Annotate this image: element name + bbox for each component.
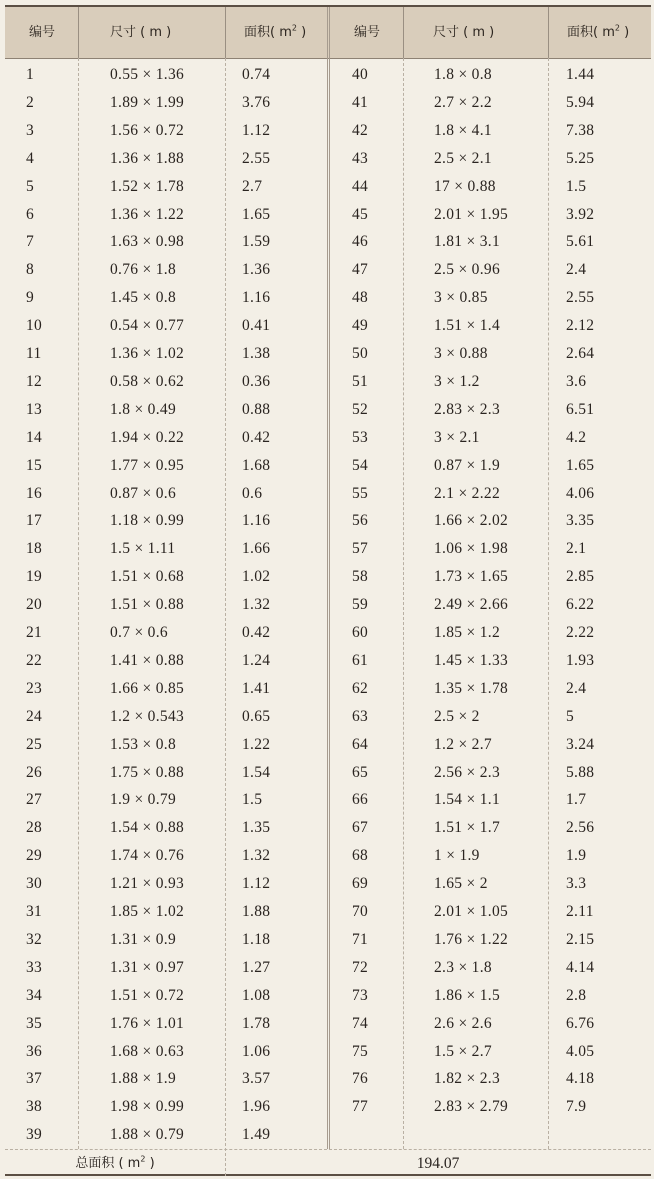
row-area: 3.92 [566,205,595,223]
row-area: 0.36 [242,372,271,390]
row-id: 2 [26,93,35,111]
row-area: 0.6 [242,484,263,502]
row-area: 5.61 [566,233,595,251]
row-size: 1.76 × 1.22 [434,930,509,948]
row-area: 0.41 [242,317,271,335]
row-area: 1.7 [566,791,587,809]
row-area: 2.1 [566,540,587,558]
row-id: 6 [26,205,35,223]
row-size: 2.01 × 1.05 [434,903,509,920]
row-size: 1.5 × 2.7 [434,1042,492,1060]
row-area: 3.24 [566,735,595,753]
row-id: 14 [26,428,43,446]
row-id: 77 [352,1098,369,1116]
row-size: 2.5 × 2.1 [434,149,492,167]
row-area: 3.3 [566,875,587,893]
row-id: 72 [352,958,369,976]
row-size: 1.2 × 2.7 [434,735,492,753]
total-label-sup: 2 [140,1154,146,1164]
row-area: 1.88 [242,903,271,920]
header-area-sup-right: 2 [614,23,620,33]
row-id: 39 [26,1126,43,1144]
total-area-value: 194.07 [416,1155,460,1172]
row-id: 53 [352,428,369,446]
row-id: 50 [352,345,369,362]
row-size: 1.52 × 1.78 [110,177,185,195]
header-area-left [244,7,306,58]
column-divider [78,58,79,1149]
header-area-prefix: 面积( m [244,25,292,40]
row-size: 3 × 0.88 [434,345,488,362]
row-area: 4.06 [566,484,595,502]
row-area: 1.68 [242,456,271,474]
header-size-right: 尺寸 ( m ) [433,25,495,40]
row-size: 2.3 × 1.8 [434,958,492,976]
column-divider [78,7,79,58]
row-area: 1.32 [242,596,271,614]
row-size: 1.82 × 2.3 [434,1070,500,1088]
row-id: 48 [352,289,369,307]
row-id: 57 [352,540,369,558]
row-area: 1.16 [242,512,271,530]
row-id: 31 [26,903,43,920]
row-area: 2.12 [566,317,595,335]
header-area-suffix-right: ) [619,25,630,40]
row-id: 46 [352,233,369,251]
row-id: 68 [352,847,369,865]
row-id: 20 [26,596,43,614]
row-size: 1.06 × 1.98 [434,540,509,558]
row-size: 1.86 × 1.5 [434,986,500,1004]
row-area: 0.42 [242,624,271,641]
column-divider [403,58,404,1149]
row-size: 1.45 × 1.33 [434,651,509,669]
row-size: 1.51 × 1.4 [434,317,500,335]
row-size: 1 × 1.9 [434,847,480,865]
row-size: 1.74 × 0.76 [110,847,185,865]
row-size: 1.76 × 1.01 [110,1014,185,1032]
row-area: 1.18 [242,930,271,948]
row-size: 1.31 × 0.9 [110,930,176,948]
row-id: 10 [26,317,43,335]
row-size: 17 × 0.88 [434,177,496,195]
row-id: 32 [26,930,43,948]
row-id: 13 [26,400,43,418]
row-area: 1.9 [566,847,587,865]
row-id: 25 [26,735,43,753]
row-id: 26 [26,763,43,781]
header-area-right [567,7,629,58]
row-area: 1.66 [242,540,271,558]
row-area: 0.88 [242,400,271,418]
row-area: 4.18 [566,1070,595,1088]
row-area: 1.35 [242,819,271,837]
row-area: 3.57 [242,1070,271,1088]
row-id: 18 [26,540,43,558]
row-area: 7.9 [566,1098,587,1116]
row-area: 6.76 [566,1014,595,1032]
row-id: 24 [26,707,43,725]
row-area: 2.8 [566,986,587,1004]
row-area: 3.6 [566,372,587,390]
row-id: 9 [26,289,35,307]
row-size: 3 × 2.1 [434,428,480,446]
row-id: 12 [26,372,43,390]
row-size: 1.36 × 1.22 [110,205,185,223]
row-size: 2.83 × 2.79 [434,1098,509,1116]
row-size: 1.88 × 1.9 [110,1070,176,1088]
row-area: 2.22 [566,624,595,641]
row-area: 2.11 [566,903,594,920]
row-id: 45 [352,205,369,223]
row-id: 15 [26,456,43,474]
row-size: 1.51 × 0.68 [110,568,185,586]
row-id: 37 [26,1070,43,1088]
row-id: 41 [352,93,369,111]
row-size: 1.5 × 1.11 [110,540,176,558]
table-footer [5,1149,651,1177]
row-area: 1.49 [242,1126,271,1144]
row-id: 28 [26,819,43,837]
row-size: 1.36 × 1.88 [110,149,185,167]
row-size: 0.76 × 1.8 [110,261,176,279]
row-size: 2.5 × 0.96 [434,261,500,279]
row-area: 4.2 [566,428,587,446]
row-size: 1.31 × 0.97 [110,958,185,976]
row-id: 74 [352,1014,369,1032]
row-id: 67 [352,819,369,837]
row-id: 1 [26,66,35,83]
total-label-suffix: ) [145,1156,155,1171]
header-area-prefix-right: 面积( m [567,25,615,40]
row-id: 3 [26,121,35,139]
row-size: 1.18 × 0.99 [110,512,185,530]
row-area: 2.4 [566,261,587,279]
row-area: 0.42 [242,428,271,446]
row-size: 0.55 × 1.36 [110,66,185,83]
row-size: 1.45 × 0.8 [110,289,176,307]
row-id: 21 [26,624,43,641]
row-area: 3.35 [566,512,595,530]
row-area: 2.7 [242,177,263,195]
row-id: 16 [26,484,43,502]
row-size: 1.54 × 0.88 [110,819,185,837]
row-size: 1.35 × 1.78 [434,679,509,697]
row-id: 76 [352,1070,369,1088]
row-area: 5 [566,707,575,725]
row-area: 0.65 [242,707,271,725]
row-id: 4 [26,149,35,167]
row-size: 2.01 × 1.95 [434,205,509,223]
row-id: 5 [26,177,35,195]
row-id: 35 [26,1014,43,1032]
row-size: 0.7 × 0.6 [110,624,168,641]
row-size: 1.8 × 4.1 [434,121,492,139]
row-id: 23 [26,679,43,697]
row-size: 0.58 × 0.62 [110,372,185,390]
row-area: 1.59 [242,233,271,251]
row-size: 1.85 × 1.2 [434,624,500,641]
row-area: 4.05 [566,1042,595,1060]
column-divider [548,58,549,1149]
row-id: 56 [352,512,369,530]
row-size: 1.51 × 1.7 [434,819,500,837]
row-size: 1.53 × 0.8 [110,735,176,753]
row-size: 1.2 × 0.543 [110,707,185,725]
row-size: 1.81 × 3.1 [434,233,500,251]
row-size: 2.7 × 2.2 [434,93,492,111]
row-area: 1.54 [242,763,271,781]
row-id: 8 [26,261,35,279]
row-area: 1.27 [242,958,271,976]
row-area: 2.15 [566,930,595,948]
row-area: 5.25 [566,149,595,167]
row-id: 65 [352,763,369,781]
row-size: 1.8 × 0.8 [434,66,492,83]
row-id: 34 [26,986,43,1004]
row-id: 42 [352,121,369,139]
row-id: 27 [26,791,43,809]
row-size: 2.83 × 2.3 [434,400,500,418]
row-area: 3.76 [242,93,271,111]
row-size: 1.51 × 0.72 [110,986,185,1004]
row-area: 2.55 [242,149,271,167]
row-id: 7 [26,233,35,251]
row-size: 1.94 × 0.22 [110,428,185,446]
row-size: 3 × 0.85 [434,289,488,307]
row-size: 1.65 × 2 [434,875,488,893]
row-id: 73 [352,986,369,1004]
row-size: 1.68 × 0.63 [110,1042,185,1060]
row-area: 1.02 [242,568,271,586]
row-area: 1.06 [242,1042,271,1060]
row-size: 1.51 × 0.88 [110,596,185,614]
row-size: 1.56 × 0.72 [110,121,185,139]
row-area: 0.74 [242,66,271,83]
row-area: 1.5 [242,791,263,809]
header-id-right: 编号 [354,25,381,40]
row-size: 1.41 × 0.88 [110,651,185,669]
row-id: 11 [26,345,42,362]
row-area: 1.78 [242,1014,271,1032]
row-area: 1.08 [242,986,271,1004]
header-id-left: 编号 [29,25,56,40]
row-area: 1.24 [242,651,271,669]
row-id: 66 [352,791,369,809]
row-size: 1.66 × 2.02 [434,512,509,530]
row-id: 43 [352,149,369,167]
row-id: 59 [352,596,369,614]
row-size: 1.36 × 1.02 [110,345,185,362]
row-area: 5.94 [566,93,595,111]
row-size: 1.9 × 0.79 [110,791,176,809]
row-size: 2.49 × 2.66 [434,596,509,614]
row-area: 1.65 [566,456,595,474]
row-area: 1.93 [566,651,595,669]
row-id: 58 [352,568,369,586]
row-area: 6.51 [566,400,595,418]
row-size: 1.75 × 0.88 [110,763,185,781]
row-size: 1.63 × 0.98 [110,233,185,251]
row-size: 3 × 1.2 [434,372,480,390]
total-label-prefix: 总面积 ( m [75,1156,141,1171]
row-area: 1.12 [242,875,271,893]
row-size: 1.8 × 0.49 [110,400,176,418]
header-area-suffix: ) [296,25,307,40]
row-area: 1.16 [242,289,271,307]
row-area: 1.38 [242,345,271,362]
row-id: 54 [352,456,369,474]
row-size: 1.21 × 0.93 [110,875,185,893]
row-id: 49 [352,317,369,335]
row-size: 1.88 × 0.79 [110,1126,185,1144]
row-id: 63 [352,707,369,725]
row-area: 2.4 [566,679,587,697]
row-size: 0.87 × 0.6 [110,484,176,502]
row-size: 2.5 × 2 [434,707,480,725]
row-size: 2.56 × 2.3 [434,763,500,781]
row-id: 71 [352,930,369,948]
row-area: 1.65 [242,205,271,223]
row-area: 1.36 [242,261,271,279]
row-size: 1.73 × 1.65 [434,568,509,586]
row-id: 60 [352,624,369,641]
row-area: 7.38 [566,121,595,139]
row-id: 52 [352,400,369,418]
row-size: 0.54 × 0.77 [110,317,185,335]
row-size: 0.87 × 1.9 [434,456,500,474]
row-area: 5.88 [566,763,595,781]
row-area: 1.32 [242,847,271,865]
row-id: 38 [26,1098,43,1116]
center-divider [327,7,330,1149]
header-area-sup: 2 [291,23,297,33]
row-id: 17 [26,512,43,530]
total-area-label [5,1150,225,1177]
row-size: 1.54 × 1.1 [434,791,500,809]
row-area: 1.44 [566,66,595,83]
row-id: 22 [26,651,43,669]
row-id: 44 [352,177,369,195]
row-size: 1.66 × 0.85 [110,679,185,697]
row-id: 30 [26,875,43,893]
row-area: 1.22 [242,735,271,753]
row-id: 69 [352,875,369,893]
column-divider [548,7,549,58]
header-size-left: 尺寸 ( m ) [110,25,172,40]
row-id: 29 [26,847,43,865]
row-area: 2.56 [566,819,595,837]
row-area: 2.55 [566,289,595,307]
row-area: 1.41 [242,679,271,697]
row-area: 1.5 [566,177,587,195]
row-id: 47 [352,261,369,279]
row-id: 70 [352,903,369,920]
row-id: 19 [26,568,43,586]
column-divider [403,7,404,58]
column-divider [225,58,226,1176]
row-id: 62 [352,679,369,697]
row-id: 55 [352,484,369,502]
row-size: 1.89 × 1.99 [110,93,185,111]
row-id: 61 [352,651,369,669]
row-area: 4.14 [566,958,595,976]
row-id: 75 [352,1042,369,1060]
row-area: 1.96 [242,1098,271,1116]
row-size: 2.6 × 2.6 [434,1014,492,1032]
row-id: 33 [26,958,43,976]
row-area: 1.12 [242,121,271,139]
row-area: 2.64 [566,345,595,362]
column-divider [225,7,226,58]
row-id: 64 [352,735,369,753]
row-area: 2.85 [566,568,595,586]
row-area: 6.22 [566,596,595,614]
row-id: 36 [26,1042,43,1060]
row-size: 2.1 × 2.22 [434,484,500,502]
row-size: 1.98 × 0.99 [110,1098,185,1116]
row-size: 1.77 × 0.95 [110,456,185,474]
row-id: 51 [352,372,369,390]
area-table [5,5,651,1176]
row-id: 40 [352,66,369,83]
row-size: 1.85 × 1.02 [110,903,185,920]
